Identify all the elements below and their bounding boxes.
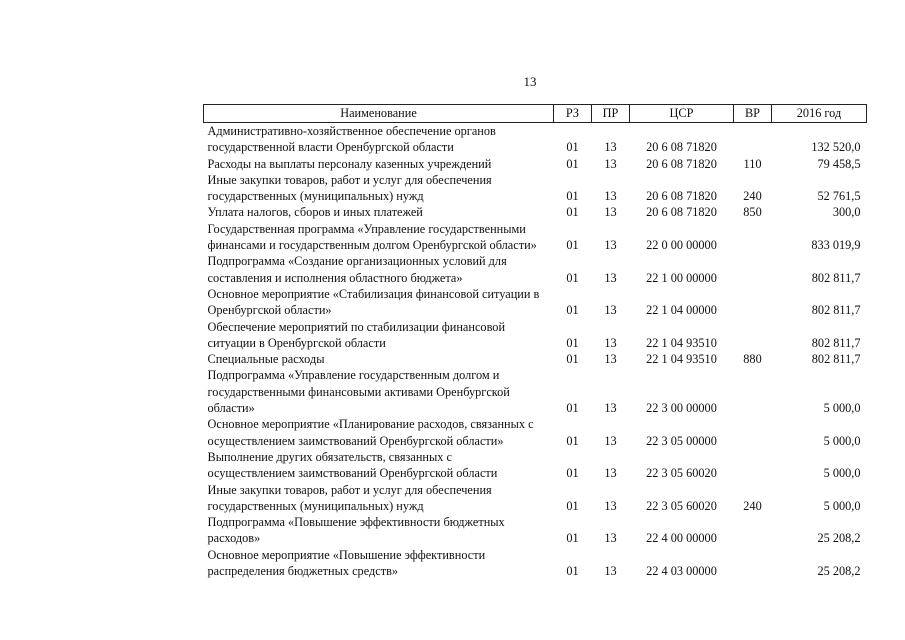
row-name bbox=[204, 253, 554, 286]
row-vr: 240 bbox=[743, 498, 762, 513]
row-amount: 25 208,2 bbox=[817, 564, 861, 579]
row-name bbox=[204, 367, 554, 416]
row-rz: 01 bbox=[566, 498, 579, 513]
row-amount: 25 208,2 bbox=[817, 531, 861, 546]
table-row bbox=[204, 416, 867, 449]
row-pr: 13 bbox=[604, 238, 617, 253]
row-pr: 13 bbox=[604, 352, 617, 367]
row-name-line: осуществлением заимствований Оренбургской области bbox=[207, 466, 498, 481]
row-rz: 01 bbox=[566, 531, 579, 546]
row-name-line: Основное мероприятие «Планирование расходов, связанных с bbox=[207, 417, 534, 432]
table-row bbox=[204, 253, 867, 286]
table-row bbox=[204, 482, 867, 515]
row-name-line: государственных (муниципальных) нужд bbox=[207, 498, 424, 513]
row-csr: 22 3 00 00000 bbox=[646, 401, 717, 416]
table-header-row bbox=[204, 105, 867, 123]
row-vr: 880 bbox=[743, 352, 762, 367]
row-vr bbox=[734, 286, 772, 319]
row-name-line: Подпрограмма «Управление государственным долгом и bbox=[207, 368, 500, 383]
row-pr: 13 bbox=[604, 140, 617, 155]
header-rz: РЗ bbox=[554, 105, 592, 123]
row-amount: 5 000,0 bbox=[823, 466, 861, 481]
row-rz: 01 bbox=[566, 156, 579, 171]
row-rz: 01 bbox=[566, 564, 579, 579]
row-vr: 850 bbox=[743, 205, 762, 220]
row-name bbox=[204, 204, 554, 220]
table-row bbox=[204, 156, 867, 172]
header-csr: ЦСР bbox=[630, 105, 734, 123]
row-name bbox=[204, 482, 554, 515]
header-name: Наименование bbox=[204, 105, 554, 123]
row-name-line: составления и исполнения областного бюджета» bbox=[207, 270, 463, 285]
row-pr: 13 bbox=[604, 205, 617, 220]
row-vr bbox=[734, 253, 772, 286]
row-name-line: Уплата налогов, сборов и иных платежей bbox=[207, 205, 423, 220]
row-name bbox=[204, 514, 554, 547]
page-number: 13 bbox=[523, 74, 537, 89]
row-name-line: Иные закупки товаров, работ и услуг для обеспечения bbox=[207, 172, 492, 187]
table-row bbox=[204, 547, 867, 580]
table-row bbox=[204, 367, 867, 416]
table-row bbox=[204, 449, 867, 482]
row-name-line: Специальные расходы bbox=[207, 352, 325, 367]
header-vr: ВР bbox=[734, 105, 772, 123]
row-vr: 240 bbox=[743, 189, 762, 204]
row-rz: 01 bbox=[566, 352, 579, 367]
header-amount: 2016 год bbox=[772, 105, 867, 123]
row-csr: 22 0 00 00000 bbox=[646, 238, 717, 253]
row-amount: 802 811,7 bbox=[811, 303, 861, 318]
table-row bbox=[204, 514, 867, 547]
row-vr bbox=[734, 514, 772, 547]
row-vr bbox=[734, 123, 772, 156]
row-csr: 22 1 00 00000 bbox=[646, 270, 717, 285]
row-name-line: государственными финансовыми активами Оренбургской bbox=[207, 384, 510, 399]
row-name-line: Подпрограмма «Повышение эффективности бюджетных bbox=[207, 515, 505, 530]
row-vr bbox=[734, 547, 772, 580]
row-rz: 01 bbox=[566, 433, 579, 448]
row-name-line: Обеспечение мероприятий по стабилизации финансовой bbox=[207, 319, 506, 334]
row-rz: 01 bbox=[566, 205, 579, 220]
table-row bbox=[204, 319, 867, 352]
row-csr: 22 3 05 00000 bbox=[646, 433, 717, 448]
row-csr: 20 6 08 71820 bbox=[646, 189, 717, 204]
row-amount: 802 811,7 bbox=[811, 335, 861, 350]
row-name-line: осуществлением заимствований Оренбургской области» bbox=[207, 433, 504, 448]
row-amount: 833 019,9 bbox=[811, 238, 861, 253]
row-rz: 01 bbox=[566, 189, 579, 204]
row-name-line: ситуации в Оренбургской области bbox=[207, 335, 386, 350]
table-row bbox=[204, 204, 867, 220]
row-vr bbox=[734, 319, 772, 352]
row-csr: 22 1 04 93510 bbox=[646, 352, 717, 367]
row-name bbox=[204, 123, 554, 156]
row-name bbox=[204, 416, 554, 449]
row-amount: 5 000,0 bbox=[823, 401, 861, 416]
row-amount: 52 761,5 bbox=[817, 189, 861, 204]
row-pr: 13 bbox=[604, 303, 617, 318]
row-name-line: Основное мероприятие «Повышение эффективности bbox=[207, 547, 486, 562]
row-amount: 79 458,5 bbox=[817, 156, 861, 171]
row-amount: 5 000,0 bbox=[823, 498, 861, 513]
row-rz: 01 bbox=[566, 140, 579, 155]
row-name-line: расходов» bbox=[207, 531, 261, 546]
row-name-line: государственной власти Оренбургской области bbox=[207, 140, 454, 155]
row-name-line: Расходы на выплаты персоналу казенных учреждений bbox=[207, 156, 492, 171]
row-pr: 13 bbox=[604, 156, 617, 171]
row-vr bbox=[734, 221, 772, 254]
row-name-line: государственных (муниципальных) нужд bbox=[207, 189, 424, 204]
row-amount: 802 811,7 bbox=[811, 270, 861, 285]
row-csr: 22 1 04 00000 bbox=[646, 303, 717, 318]
row-pr: 13 bbox=[604, 189, 617, 204]
table-row bbox=[204, 351, 867, 367]
row-csr: 20 6 08 71820 bbox=[646, 140, 717, 155]
row-pr: 13 bbox=[604, 564, 617, 579]
row-amount: 132 520,0 bbox=[811, 140, 861, 155]
table-row bbox=[204, 221, 867, 254]
row-name-line: Основное мероприятие «Стабилизация финансовой ситуации в bbox=[207, 286, 540, 301]
row-name-line: Выполнение других обязательств, связанных с bbox=[207, 449, 452, 464]
row-name bbox=[204, 156, 554, 172]
row-csr: 22 3 05 60020 bbox=[646, 466, 717, 481]
row-pr: 13 bbox=[604, 270, 617, 285]
row-rz: 01 bbox=[566, 466, 579, 481]
row-rz: 01 bbox=[566, 270, 579, 285]
row-vr bbox=[734, 367, 772, 416]
row-name-line: финансами и государственным долгом Оренбургской области» bbox=[207, 238, 537, 253]
row-name-line: Административно-хозяйственное обеспечение органов bbox=[207, 124, 496, 138]
row-vr bbox=[734, 449, 772, 482]
row-csr: 20 6 08 71820 bbox=[646, 205, 717, 220]
row-vr bbox=[734, 416, 772, 449]
table-row bbox=[204, 172, 867, 205]
row-amount: 5 000,0 bbox=[823, 433, 861, 448]
row-amount: 300,0 bbox=[832, 205, 861, 220]
row-pr: 13 bbox=[604, 466, 617, 481]
row-name-line: области» bbox=[207, 401, 255, 416]
row-name bbox=[204, 286, 554, 319]
row-name-line: Иные закупки товаров, работ и услуг для обеспечения bbox=[207, 482, 492, 497]
row-rz: 01 bbox=[566, 335, 579, 350]
row-name bbox=[204, 172, 554, 205]
header-pr: ПР bbox=[592, 105, 630, 123]
row-name bbox=[204, 319, 554, 352]
budget-table bbox=[203, 104, 867, 579]
row-name bbox=[204, 351, 554, 367]
row-pr: 13 bbox=[604, 531, 617, 546]
row-name bbox=[204, 449, 554, 482]
row-rz: 01 bbox=[566, 303, 579, 318]
row-amount: 802 811,7 bbox=[811, 352, 861, 367]
row-name-line: Подпрограмма «Создание организационных условий для bbox=[207, 254, 507, 269]
row-csr: 22 3 05 60020 bbox=[646, 498, 717, 513]
table-row bbox=[204, 286, 867, 319]
row-csr: 22 4 00 00000 bbox=[646, 531, 717, 546]
row-rz: 01 bbox=[566, 401, 579, 416]
row-rz: 01 bbox=[566, 238, 579, 253]
row-name-line: Оренбургской области» bbox=[207, 303, 332, 318]
row-name bbox=[204, 221, 554, 254]
row-csr: 20 6 08 71820 bbox=[646, 156, 717, 171]
row-name bbox=[204, 547, 554, 580]
row-pr: 13 bbox=[604, 498, 617, 513]
row-name-line: распределения бюджетных средств» bbox=[207, 564, 399, 579]
row-pr: 13 bbox=[604, 433, 617, 448]
table-row bbox=[204, 123, 867, 156]
row-pr: 13 bbox=[604, 335, 617, 350]
row-name-line: Государственная программа «Управление государственными bbox=[207, 221, 526, 236]
row-pr: 13 bbox=[604, 401, 617, 416]
row-vr: 110 bbox=[743, 156, 762, 171]
row-csr: 22 4 03 00000 bbox=[646, 564, 717, 579]
row-csr: 22 1 04 93510 bbox=[646, 335, 717, 350]
